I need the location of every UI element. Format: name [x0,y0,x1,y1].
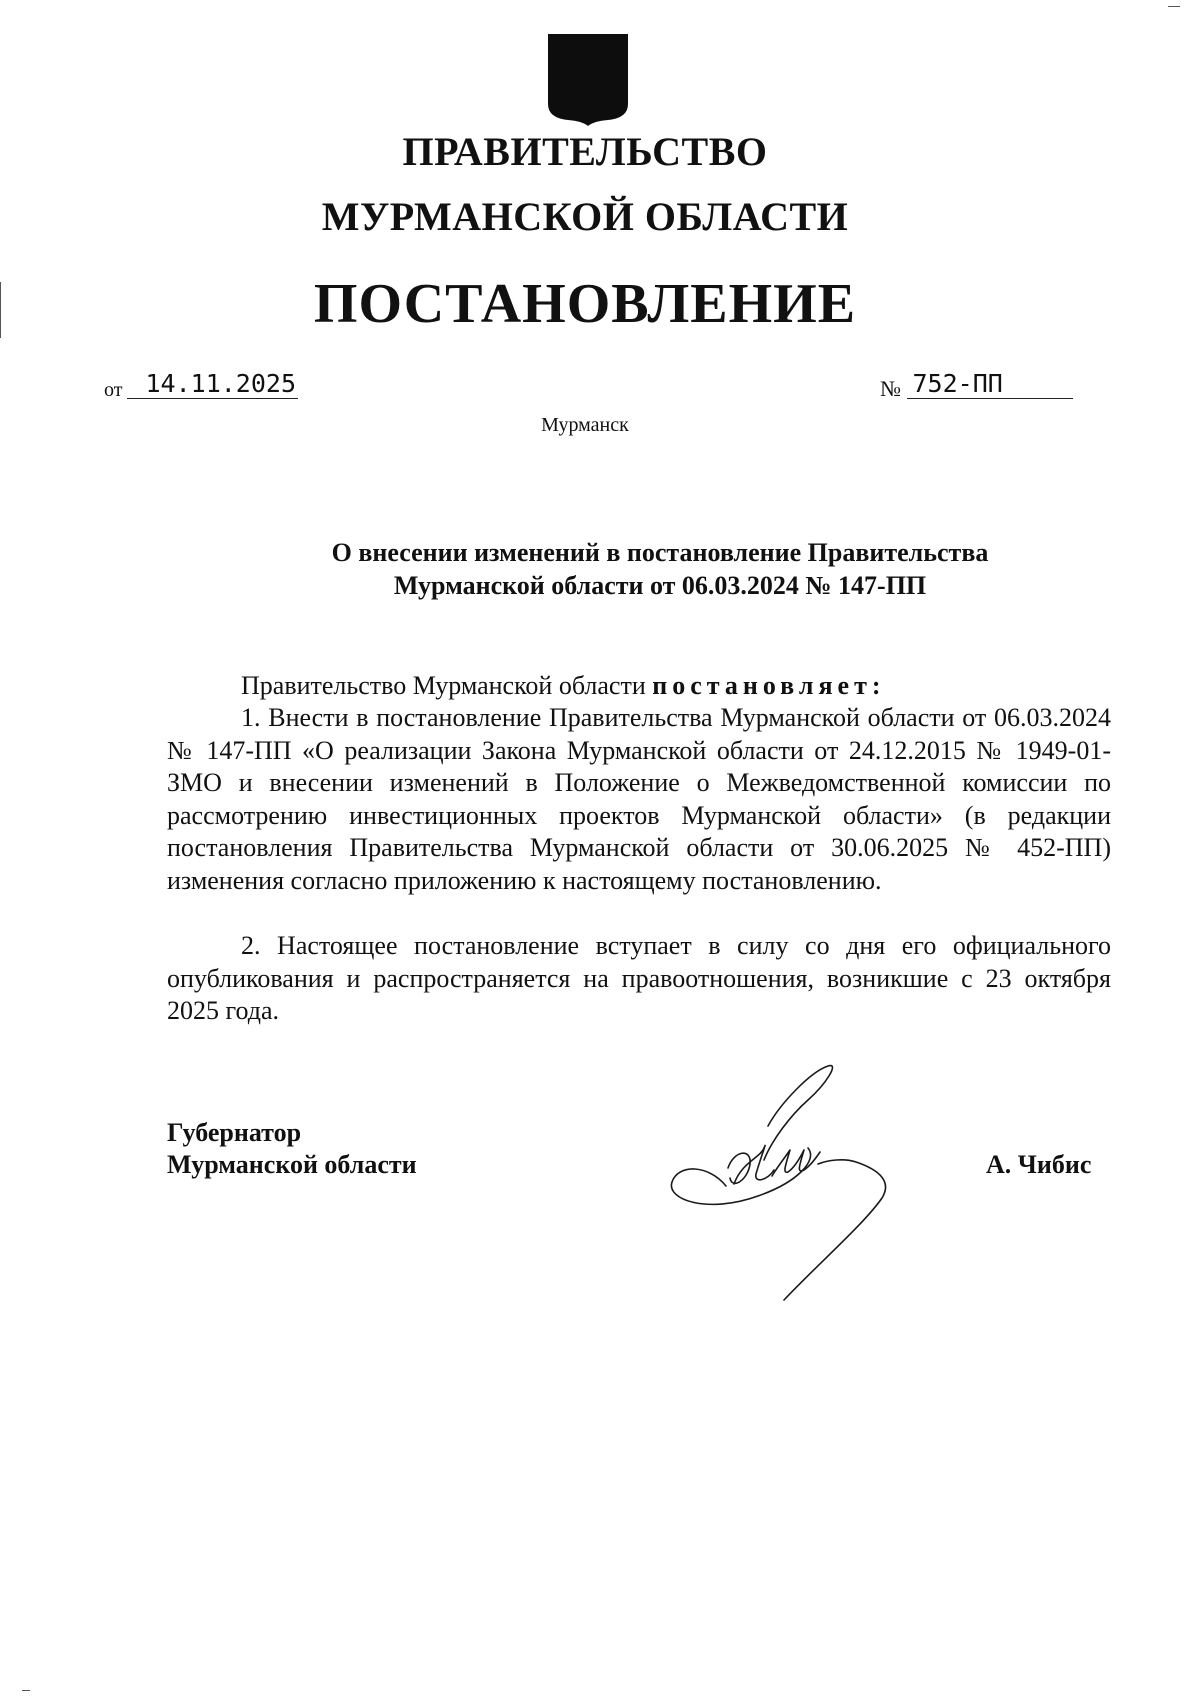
position-line-2: Мурманской области [167,1150,417,1179]
resolution-item-1: 1. Внести в постановление Правительства Мурманской области от 06.03.2024 № 147-ПП «О реализации Закона Мурманской области от 24.12.2015 № 1949-01-ЗМО и внесении изменений в Положение о Межведомственной комиссии по рассмотрению инвестиционных проектов Мурманской области» (в редакции постановления Правительства Мурманской области от 30.06.2025 № 452-ПП) изменения согласно приложению к настоящему постановлению. [167,703,1111,895]
date-prefix: от [104,379,123,401]
document-subject [260,536,1060,602]
city: Мурманск [541,414,629,436]
subject-line-1: О внесении изменений в постановление Правительства [331,538,989,567]
subject-line-2: Мурманской области от 06.03.2024 № 147-ПП [393,571,927,600]
number-value: 752-ПП [907,370,1073,399]
signatory-position [167,1117,417,1181]
number-prefix: № [880,376,901,401]
position-line-1: Губернатор [167,1118,302,1147]
document-number [880,369,1073,403]
government-title: ПРАВИТЕЛЬСТВО [402,129,768,174]
region-title: МУРМАНСКОЙ ОБЛАСТИ [321,194,849,239]
intro-text: Правительство Мурманской области [241,671,653,700]
signatory-name: А. Чибис [986,1150,1092,1179]
document-type-title: ПОСТАНОВЛЕНИЕ [313,273,857,335]
handwritten-signature [668,1064,902,1304]
resolution-item-2: 2. Настоящее постановление вступает в силу со дня его официального опубликования и распространяется на правоотношения, возникшие с 23 октября 2025 года. [167,931,1111,1025]
scan-mark-bottom-left [22,1690,30,1691]
date-value: 14.11.2025 [127,370,298,399]
document-date [104,369,298,403]
coat-of-arms-emblem [546,34,630,126]
resolution-intro [167,670,1185,703]
intro-resolve: постановляет: [652,671,886,700]
scan-mark-top-right [1168,6,1180,7]
